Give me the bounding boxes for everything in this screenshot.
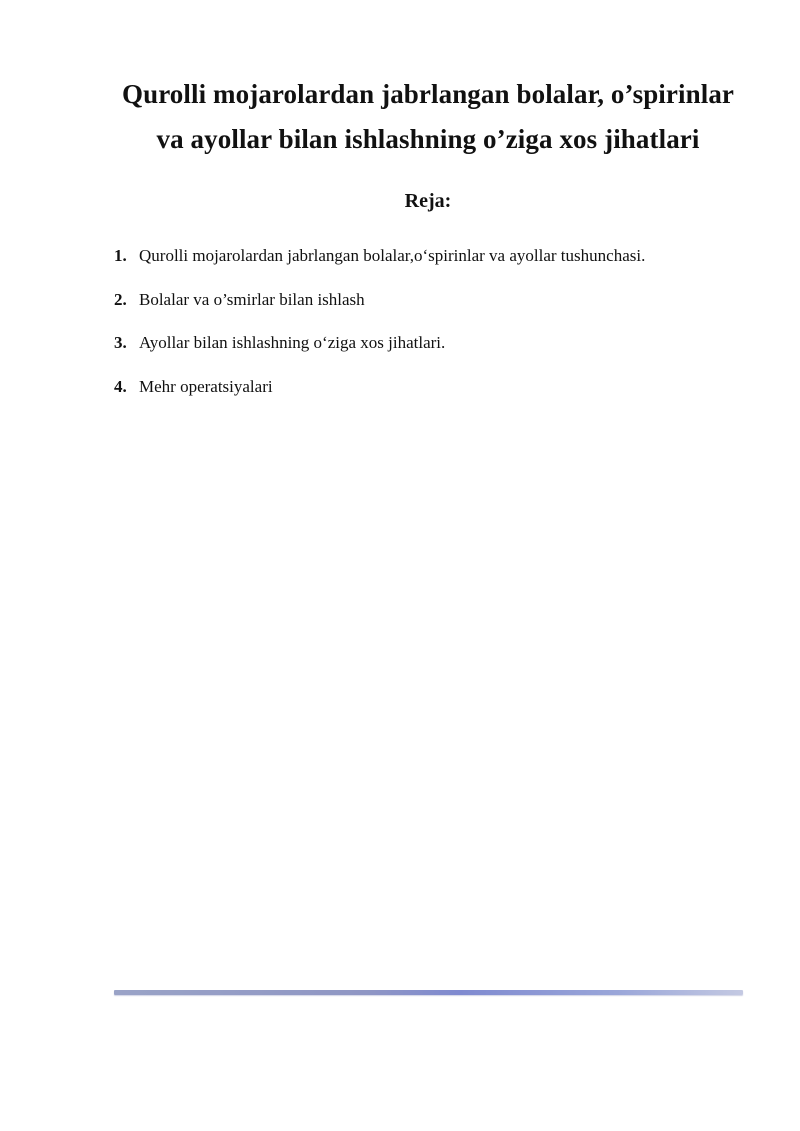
plan-item-number: 1. bbox=[114, 246, 127, 265]
document-title bbox=[60, 72, 796, 162]
plan-item bbox=[114, 329, 645, 357]
plan-heading: Reja: bbox=[404, 190, 452, 212]
plan-item bbox=[114, 373, 645, 401]
plan-list bbox=[114, 242, 645, 416]
plan-item-number: 2. bbox=[114, 289, 127, 309]
plan-item bbox=[114, 242, 645, 270]
title-line-1: Qurolli mojarolardan jabrlangan bolalar, o’spirinlar bbox=[121, 79, 734, 109]
plan-item-text: Bolalar va o’smirlar bilan ishlash bbox=[139, 289, 365, 309]
plan-item-text: Ayollar bilan ishlashning o‘ziga xos jihatlari. bbox=[139, 333, 446, 352]
footer-divider bbox=[114, 990, 743, 995]
title-line-2: va ayollar bilan ishlashning o’ziga xos jihatlari bbox=[156, 124, 700, 154]
plan-item bbox=[114, 286, 645, 314]
plan-item-number: 3. bbox=[114, 333, 127, 352]
plan-item-text: Mehr operatsiyalari bbox=[139, 376, 273, 396]
plan-item-text: Qurolli mojarolardan jabrlangan bolalar,o‘spirinlar va ayollar tushunchasi. bbox=[139, 246, 646, 265]
plan-item-number: 4. bbox=[114, 376, 127, 396]
